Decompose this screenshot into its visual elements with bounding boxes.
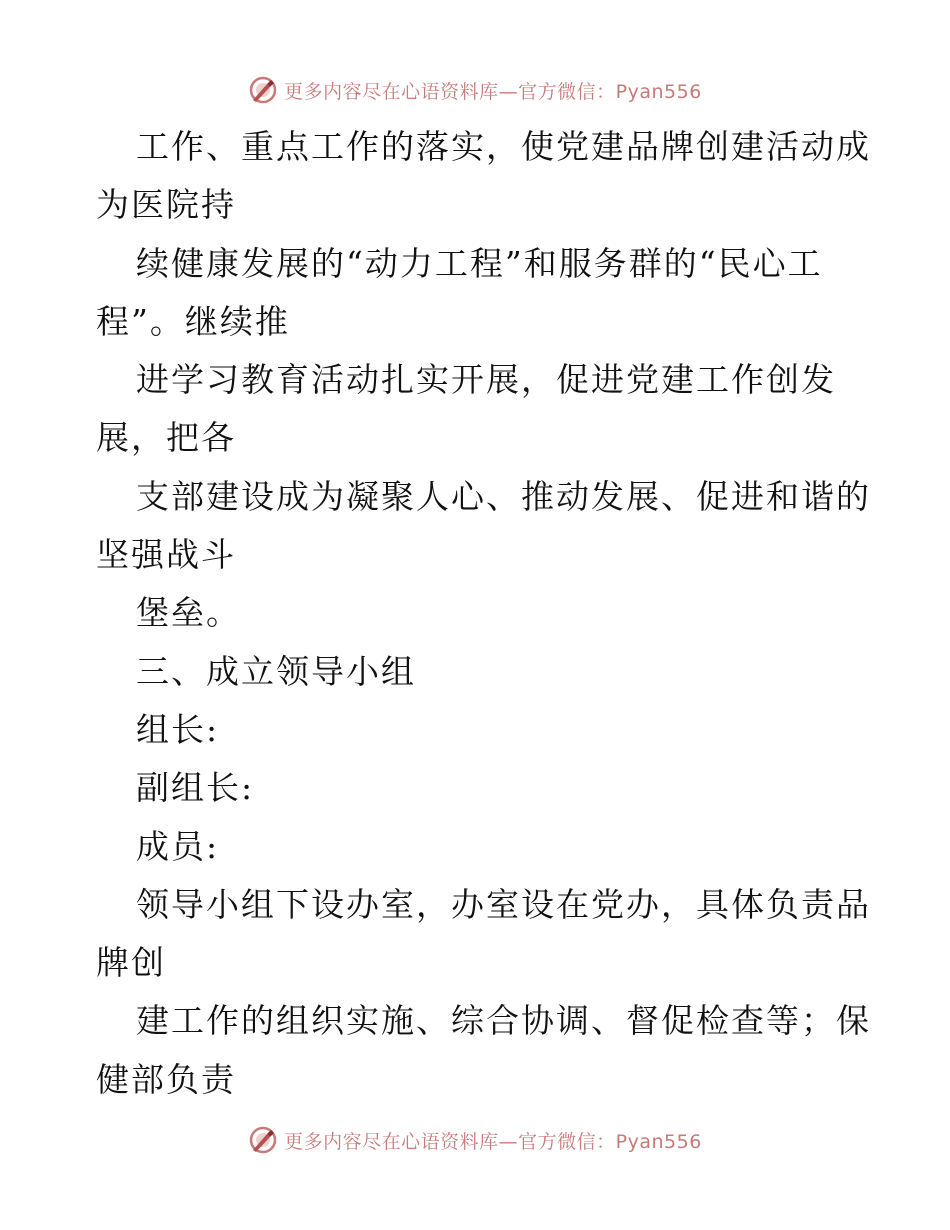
text-line: 组长:	[136, 709, 220, 749]
header-watermark	[0, 70, 950, 110]
document-body	[96, 118, 871, 1109]
text-line: 程”。继续推	[96, 301, 290, 341]
text-line: 建工作的组织实施、综合协调、督促检查等；保	[136, 1001, 871, 1041]
text-line: 三、成立领导小组	[136, 651, 416, 691]
text-line: 成员:	[136, 826, 220, 866]
text-line: 支部建设成为凝聚人心、推动发展、促进和谐的	[136, 476, 871, 516]
text-line: 坚强战斗	[96, 535, 236, 575]
text-line: 领导小组下设办室，办室设在党办，具体负责品	[136, 884, 871, 924]
watermark-text: 更多内容尽在心语资料库—官方微信：Pyan556	[284, 1130, 702, 1153]
text-line: 为医院持	[96, 185, 236, 225]
watermark-text: 更多内容尽在心语资料库—官方微信：Pyan556	[284, 80, 702, 103]
text-line: 展，把各	[96, 418, 236, 458]
text-line: 进学习教育活动扎实开展，促进党建工作创发	[136, 360, 836, 400]
footer-watermark	[0, 1120, 950, 1160]
text-line: 牌创	[96, 943, 166, 983]
pen-circle-logo-icon	[248, 75, 278, 105]
text-line: 续健康发展的“动力工程”和服务群的“民心工	[136, 243, 823, 283]
pen-circle-logo-icon	[248, 1125, 278, 1155]
text-line: 堡垒。	[136, 593, 241, 633]
text-line: 副组长:	[136, 768, 255, 808]
text-line: 健部负责	[96, 1059, 236, 1099]
text-line: 工作、重点工作的落实，使党建品牌创建活动成	[136, 127, 871, 166]
